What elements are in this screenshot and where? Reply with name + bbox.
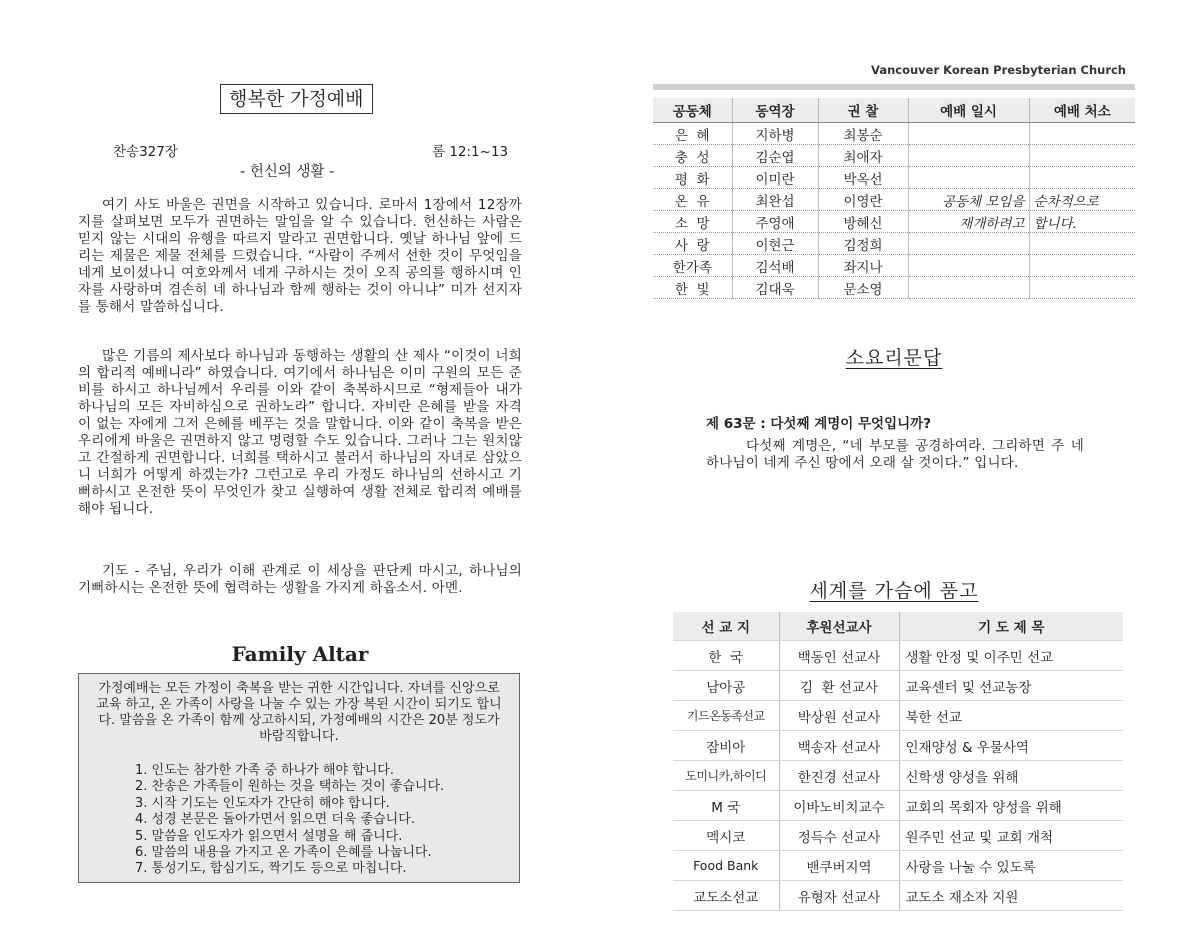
table-row: 한 국 백동인 선교사 생활 안정 및 이주민 선교 <box>673 641 1123 671</box>
table-row: M 국 이바노비치교수 교회의 목회자 양성을 위해 <box>673 791 1123 821</box>
table-row: 남아공 김 환 선교사 교육센터 및 선교농장 <box>673 671 1123 701</box>
catechism-answer: 다섯째 계명은, “네 부모를 공경하여라. 그리하면 주 네 하나님이 네게 주신 땅에서 오래 살 것이다.” 입니다. <box>706 438 1084 471</box>
rule-item: 7. 통성기도, 합심기도, 짝기도 등으로 마칩니다. <box>135 861 407 877</box>
family-altar-rules <box>135 763 505 878</box>
family-altar-intro: 가정예배는 모든 가정이 축복을 받는 귀한 시간입니다. 자녀를 신앙으로 교육 하고, 온 가족이 사랑을 나눌 수 있는 가장 복된 시간이 되기도 합니다. 말씀을 온 가족이 함께 상고하시되, 가정예배의 시간은 20분 정도가 바람직합니다. <box>96 681 502 744</box>
groups-table <box>653 98 1135 299</box>
table-row: 은 혜 지하병 최봉순 <box>653 123 1135 145</box>
rule-item: 6. 말씀의 내용을 가지고 온 가족이 은혜를 나눕니다. <box>135 845 432 861</box>
table-row: 소 망 주영애 방혜신 재개하려고 합니다. <box>653 211 1135 233</box>
hymn-number: 찬송327장 <box>113 144 178 160</box>
note-cell: 재개하려고 <box>908 211 1029 233</box>
rule-item: 3. 시작 기도는 인도자가 간단히 해야 합니다. <box>135 795 390 811</box>
rule-item: 1. 인도는 참가한 가족 중 하나가 해야 합니다. <box>135 763 394 778</box>
note-cell: 공동체 모임을 <box>908 189 1029 211</box>
sermon-paragraph-1: 여기 사도 바울은 권면을 시작하고 있습니다. 로마서 1장에서 12장까지를 살펴보면 모두가 권면하는 말임을 알 수 있습니다. 헌신하는 사람은 믿지 않는 시대의 유행을 따르지 말라고 권면합니다. 옛날 하나님 앞에 드리는 제물은 제물 전체를 드렸습니다. “사람이 주께서 선한 것이 무엇임을 네게 보이셨나니 여호와께서 네게 구하시는 것이 오직 공의를 행하시며 인자를 사랑하며 겸손히 네 하나님과 함께 행하는 것이 아니냐” 미가 선지자를 통해서 말씀하십니다. <box>78 197 522 315</box>
rule-item: 2. 찬송은 가족들이 원하는 것을 택하는 것이 좋습니다. <box>135 779 445 795</box>
table-row: 교도소선교 유형자 선교사 교도소 재소자 지원 <box>673 881 1123 911</box>
table-row: 기드온동족선교 박상원 선교사 북한 선교 <box>673 701 1123 731</box>
table-row: 한 빛 김대욱 문소영 <box>653 277 1135 299</box>
header-rule <box>653 84 1135 90</box>
note-cell: 순차적으로 <box>1029 189 1135 211</box>
sermon-paragraph-2: 많은 기름의 제사보다 하나님과 동행하는 생활의 산 제사 “이것이 너희의 합리적 예배니라” 하였습니다. 여기에서 하나님은 이미 구원의 모든 준비를 하시고 하나님께서 우리를 이와 같이 축복하시므로 “형제들아 내가 하나님의 모든 자비하심으로 권하노라” 합니다. 자비란 은혜를 받을 자격이 없는 자에게 그저 은혜를 베푸는 것을 말합니다. 이와 같이 축복을 받은 우리에게 바울은 권면하지 않고 명령할 수도 있습니다. 그러나 그는 원치않고 간절하게 권면합니다. 너희를 택하시고 불러서 하나님의 자녀로 삼았으니 너희가 어떻게 하겠는가? 그런고로 우리 가정도 하나님의 선하시고 기뻐하시고 온전한 뜻이 무엇인가 찾고 실행하여 생활 전체로 합리적 예배를 해야 됩니다. <box>78 348 522 517</box>
catechism-question: 제 63문 : 다섯째 계명이 무엇입니까? <box>706 416 932 432</box>
family-altar-box <box>78 673 520 883</box>
sermon-subtitle: - 헌신의 생활 - <box>240 164 335 180</box>
table-row: 사 랑 이현근 김정희 <box>653 233 1135 255</box>
catechism-title: 소요리문답 <box>845 347 943 369</box>
mission-title: 세계를 가슴에 품고 <box>809 580 979 602</box>
table-row: 도미니카,하이디 한진경 선교사 신학생 양성을 위해 <box>673 761 1123 791</box>
table-row: Food Bank 밴쿠버지역 사랑을 나눌 수 있도록 <box>673 851 1123 881</box>
table-row: 한가족 김석배 좌지나 <box>653 255 1135 277</box>
mission-table-header: 선 교 지 후원선교사 기 도 제 목 <box>673 612 1123 641</box>
table-row: 잠비아 백송자 선교사 인재양성 & 우물사역 <box>673 731 1123 761</box>
table-row: 충 성 김순엽 최애자 <box>653 145 1135 167</box>
note-cell: 합니다. <box>1029 211 1135 233</box>
mission-table <box>673 612 1123 911</box>
table-row: 평 화 이미란 박옥선 <box>653 167 1135 189</box>
church-name: Vancouver Korean Presbyterian Church <box>871 63 1126 77</box>
scripture-reference: 롬 12:1~13 <box>432 144 509 160</box>
rule-item: 5. 말씀을 인도자가 읽으면서 설명을 해 줍니다. <box>135 828 403 844</box>
prayer-paragraph: 기도 - 주님, 우리가 이해 관계로 이 세상을 판단케 마시고, 하나님의 기뻐하시는 온전한 뜻에 협력하는 생활을 가지게 하옵소서. 아멘. <box>78 563 522 596</box>
family-altar-title: Family Altar <box>231 642 369 666</box>
rule-item: 4. 성경 본문은 돌아가면서 읽으면 더욱 좋습니다. <box>135 812 415 828</box>
table-row: 멕시코 정득수 선교사 원주민 선교 및 교회 개척 <box>673 821 1123 851</box>
worship-title: 행복한 가정예배 <box>220 84 373 114</box>
table-row: 온 유 최완섭 이영란 공동체 모임을 순차적으로 <box>653 189 1135 211</box>
groups-table-header: 공동체 동역장 권 찰 예배 일시 예배 처소 <box>653 98 1135 123</box>
